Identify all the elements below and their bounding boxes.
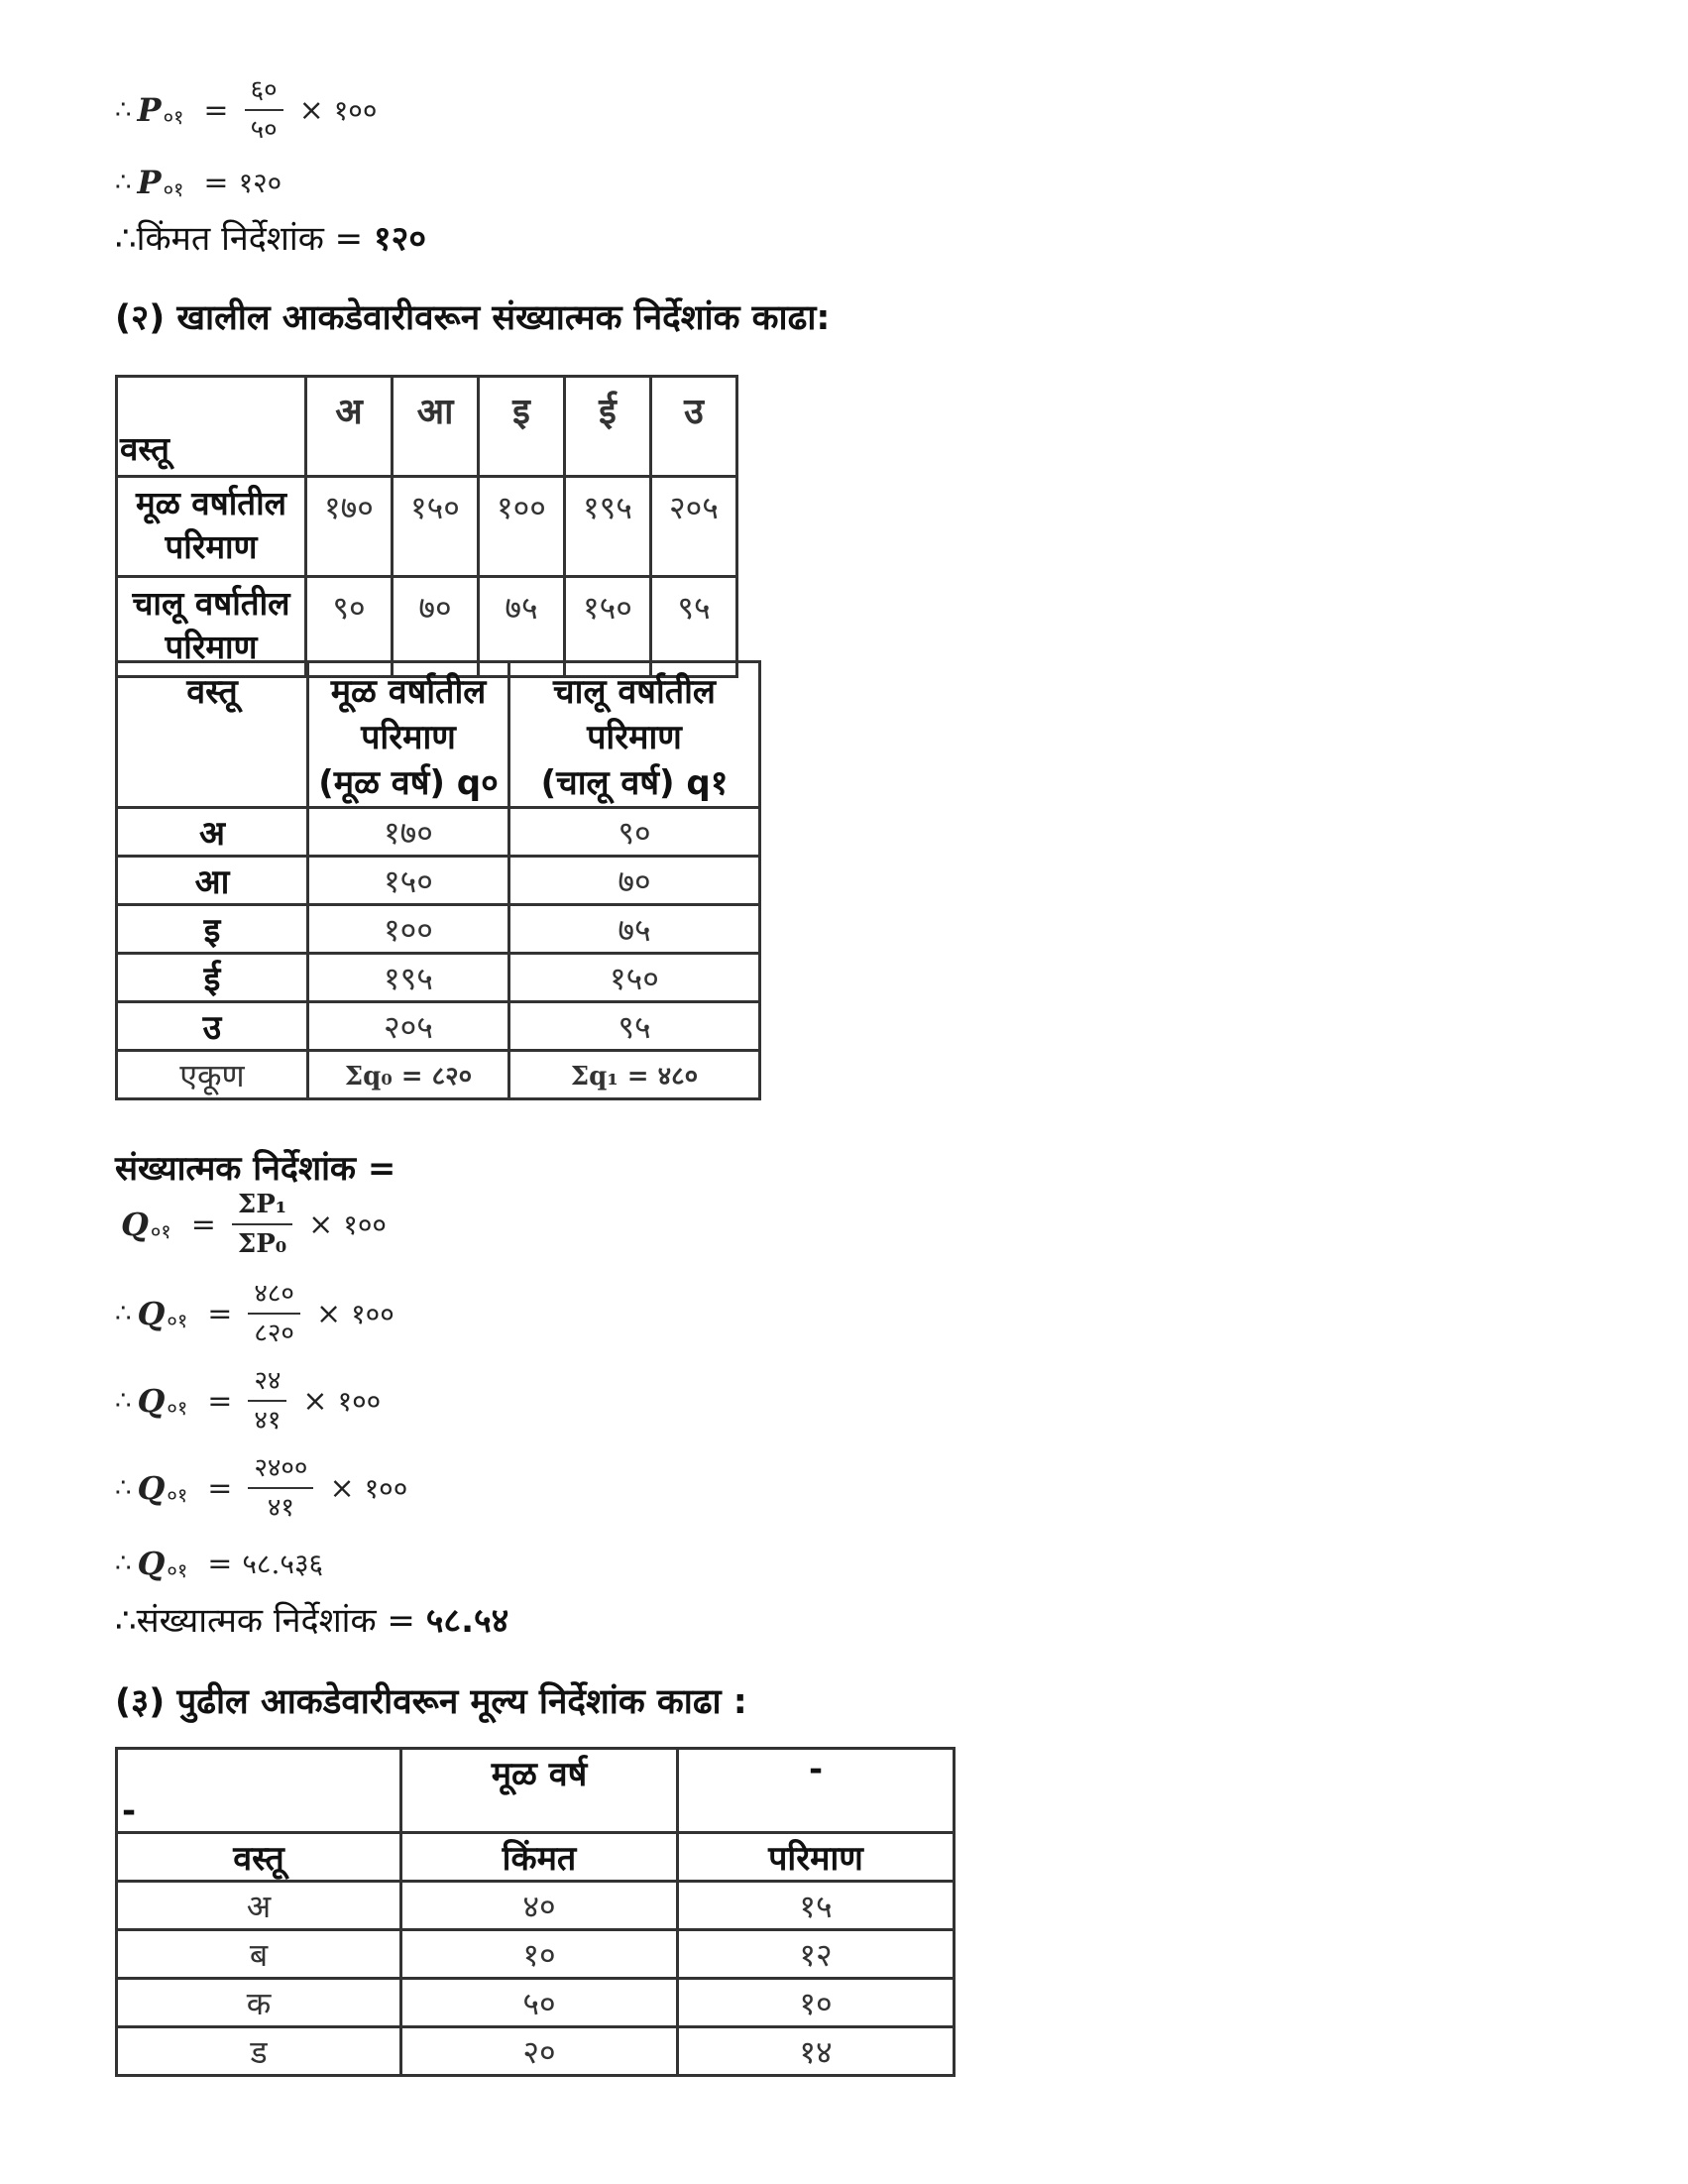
table-cell: १५० — [393, 477, 479, 577]
quantity-step-1 — [115, 1190, 387, 1259]
multiplier: १०० — [337, 1385, 382, 1418]
total-q0: Σq₀ = ८२० — [308, 1051, 509, 1099]
table-cell: १०० — [479, 477, 565, 577]
therefore-symbol: ∴ — [115, 95, 132, 125]
times-sign: × — [298, 92, 324, 128]
fraction — [232, 1190, 292, 1259]
denominator: ΣP₀ — [237, 1229, 287, 1259]
table-total-row — [117, 1051, 760, 1099]
fraction — [248, 1453, 313, 1523]
column-header: मूळ वर्षातील परिमाण (मूळ वर्ष) q० — [308, 662, 509, 808]
table-cell: १० — [401, 1930, 678, 1979]
math-subscript: ०१ — [167, 1482, 188, 1507]
formula-label: संख्यात्मक निर्देशांक = — [115, 1149, 396, 1189]
math-variable: P — [137, 91, 162, 129]
math-variable: Q — [137, 1382, 166, 1420]
therefore-symbol: ∴ — [115, 168, 132, 197]
table-cell: १४ — [678, 2027, 955, 2076]
price-step-1 — [115, 75, 377, 145]
table-cell: अ — [117, 808, 308, 857]
table-row — [117, 1002, 760, 1051]
quantity-index-result — [115, 1596, 508, 1642]
column-header: चालू वर्षातील परिमाण (चालू वर्ष) q१ — [509, 662, 760, 808]
column-header: अ — [306, 377, 393, 477]
times-sign: × — [329, 1470, 355, 1506]
table-row — [117, 477, 737, 577]
table-cell: १५० — [509, 954, 760, 1002]
table-row — [117, 1882, 955, 1930]
table-cell: १५० — [308, 857, 509, 905]
column-header: वस्तू — [117, 662, 308, 808]
equals-sign: = — [190, 1207, 216, 1242]
table-cell: ७० — [509, 857, 760, 905]
table-row — [117, 857, 760, 905]
equals-sign: = — [203, 165, 229, 200]
numerator: ६० — [245, 75, 283, 111]
times-sign: × — [315, 1296, 342, 1331]
table-cell: इ — [117, 905, 308, 954]
denominator: ४१ — [267, 1493, 294, 1523]
times-sign: × — [308, 1207, 334, 1242]
table-cell: क — [117, 1979, 401, 2027]
quantity-step-4 — [115, 1453, 407, 1523]
table-header-row — [117, 1833, 955, 1882]
table-cell: ९० — [509, 808, 760, 857]
fraction — [248, 1366, 286, 1436]
math-subscript: ०१ — [163, 176, 184, 201]
math-subscript: ०१ — [167, 1308, 188, 1332]
column-header: उ — [651, 377, 737, 477]
result-label: ∴संख्यात्मक निर्देशांक = — [115, 1601, 426, 1641]
therefore-symbol: ∴ — [115, 1473, 132, 1503]
table-cell: ई — [117, 954, 308, 1002]
quantity-step-3 — [115, 1366, 381, 1436]
result-label: ∴किंमत निर्देशांक = — [115, 219, 374, 259]
table-top-row — [117, 1749, 955, 1833]
quantity-step-2 — [115, 1279, 394, 1348]
multiplier: १०० — [343, 1208, 387, 1241]
times-sign: × — [302, 1383, 328, 1419]
column-header: आ — [393, 377, 479, 477]
math-variable: Q — [137, 1545, 166, 1582]
equals-sign: = — [207, 1383, 233, 1419]
denominator: ८२० — [254, 1319, 294, 1348]
denominator: ५० — [250, 115, 278, 145]
math-subscript: ०१ — [167, 1395, 188, 1420]
table-cell: १७० — [306, 477, 393, 577]
row-header: चालू वर्षातील परिमाण — [117, 577, 306, 677]
table-header-row — [117, 662, 760, 808]
therefore-symbol: ∴ — [115, 1549, 132, 1578]
math-value: १२० — [238, 167, 282, 199]
numerator: २४०० — [248, 1453, 313, 1489]
math-variable: Q — [137, 1295, 166, 1332]
table-cell: ब — [117, 1930, 401, 1979]
table-row — [117, 808, 760, 857]
table-cell: ५० — [401, 1979, 678, 2027]
column-header: मूळ वर्ष — [401, 1749, 678, 1833]
question-2-heading: (२) खालील आकडेवारीवरून संख्यात्मक निर्देशांक काढा: — [115, 298, 831, 338]
multiplier: १०० — [351, 1298, 394, 1330]
table-cell: १२ — [678, 1930, 955, 1979]
table-row — [117, 377, 737, 477]
total-label: एकूण — [117, 1051, 308, 1099]
column-header: परिमाण — [678, 1833, 955, 1882]
table-row — [117, 1930, 955, 1979]
fraction — [245, 75, 283, 145]
column-header: ई — [565, 377, 651, 477]
table-cell: ड — [117, 2027, 401, 2076]
table-cell: १० — [678, 1979, 955, 2027]
equals-sign: = — [203, 92, 229, 128]
table-cell: आ — [117, 857, 308, 905]
column-header: किंमत — [401, 1833, 678, 1882]
table-cell: ७५ — [479, 577, 565, 677]
math-variable: Q — [137, 1469, 166, 1507]
table-cell: १०० — [308, 905, 509, 954]
equals-sign: = — [207, 1546, 233, 1581]
column-header: इ — [479, 377, 565, 477]
table-cell: १९५ — [565, 477, 651, 577]
math-subscript: ०१ — [167, 1557, 188, 1582]
numerator: २४ — [248, 1366, 286, 1402]
equals-sign: = — [207, 1470, 233, 1506]
quantity-table-vertical — [115, 660, 761, 1100]
equals-sign: = — [207, 1296, 233, 1331]
table-cell: अ — [117, 1882, 401, 1930]
table-cell: ७० — [393, 577, 479, 677]
table-corner-cell: वस्तू — [117, 377, 306, 477]
result-value: ५८.५४ — [425, 1601, 509, 1641]
numerator: ΣP₁ — [232, 1190, 292, 1225]
table-cell: उ — [117, 1002, 308, 1051]
numerator: ४८० — [248, 1279, 300, 1315]
table-cell: १५ — [678, 1882, 955, 1930]
table-cell: ९० — [306, 577, 393, 677]
table-cell: २०५ — [651, 477, 737, 577]
table-row — [117, 1979, 955, 2027]
multiplier: १०० — [364, 1472, 408, 1505]
price-index-result — [115, 214, 426, 260]
table-cell: २०५ — [308, 1002, 509, 1051]
math-value: ५८.५३६ — [242, 1548, 324, 1580]
result-value: १२० — [373, 219, 426, 259]
fraction — [248, 1279, 300, 1348]
table-row — [117, 2027, 955, 2076]
table-cell: ४० — [401, 1882, 678, 1930]
question-3-heading: (३) पुढील आकडेवारीवरून मूल्य निर्देशांक काढा : — [115, 1682, 747, 1722]
table-cell: ७५ — [509, 905, 760, 954]
price-step-2 — [115, 164, 281, 201]
table-row — [117, 954, 760, 1002]
column-header: वस्तू — [117, 1833, 401, 1882]
table-cell: १९५ — [308, 954, 509, 1002]
multiplier: १०० — [333, 94, 378, 127]
math-variable: P — [137, 164, 162, 201]
table-row — [117, 905, 760, 954]
table-cell: १७० — [308, 808, 509, 857]
therefore-symbol: ∴ — [115, 1299, 132, 1328]
table-cell: ९५ — [509, 1002, 760, 1051]
table-cell: - — [117, 1749, 401, 1833]
quantity-step-5 — [115, 1545, 323, 1582]
table-cell: २० — [401, 2027, 678, 2076]
row-header: मूळ वर्षातील परिमाण — [117, 477, 306, 577]
denominator: ४१ — [254, 1406, 281, 1436]
column-header: - — [678, 1749, 955, 1833]
math-subscript: ०१ — [163, 104, 184, 129]
therefore-symbol: ∴ — [115, 1386, 132, 1416]
total-q1: Σq₁ = ४८० — [509, 1051, 760, 1099]
quantity-table-horizontal — [115, 375, 738, 678]
table-cell: १५० — [565, 577, 651, 677]
value-index-table — [115, 1747, 956, 2077]
math-variable: Q — [121, 1206, 149, 1243]
math-subscript: ०१ — [150, 1218, 171, 1243]
table-cell: ९५ — [651, 577, 737, 677]
